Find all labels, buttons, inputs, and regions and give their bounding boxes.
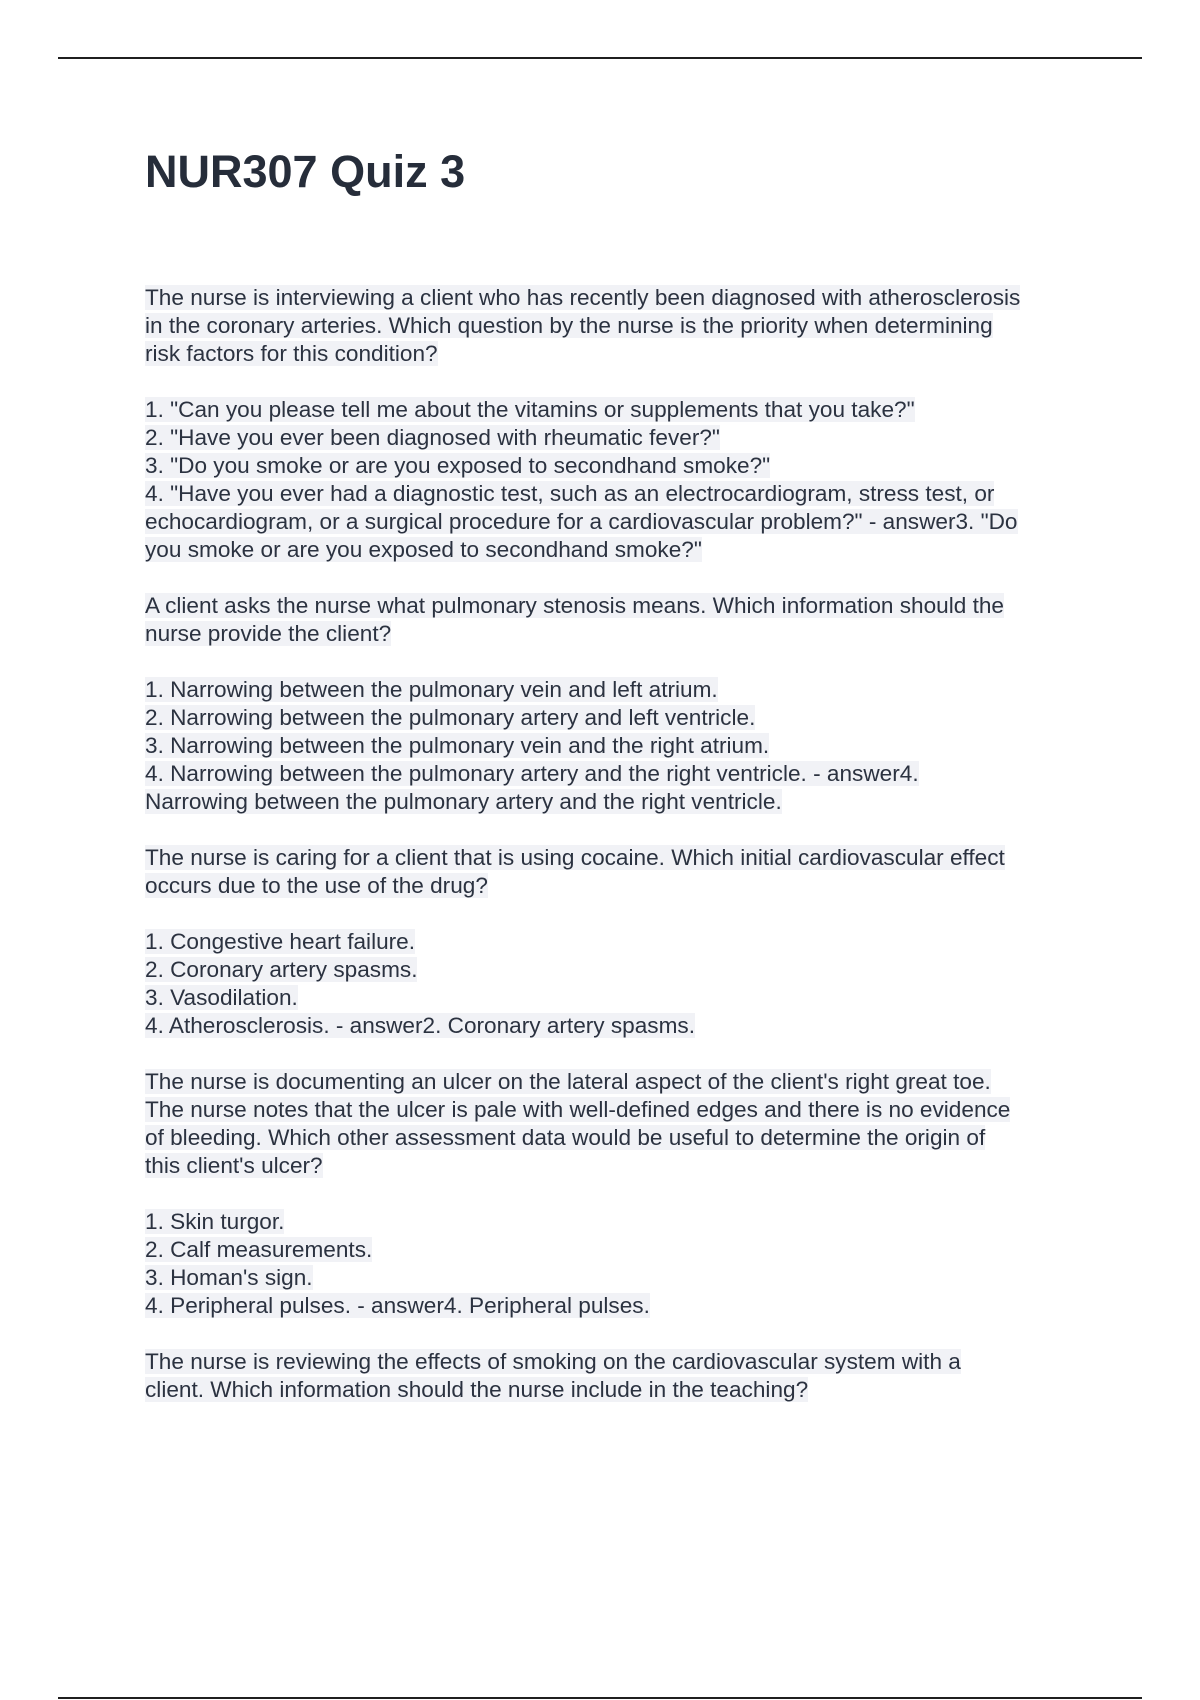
answer-option: 3. Homan's sign. (145, 1265, 313, 1290)
answer-option: 4. Peripheral pulses. - answer4. Peripheral pulses. (145, 1293, 650, 1318)
answer-option: 2. Calf measurements. (145, 1237, 373, 1262)
answer-option: 2. Narrowing between the pulmonary artery and left ventricle. (145, 705, 756, 730)
bottom-divider (58, 1697, 1142, 1699)
text-line: The nurse is caring for a client that is using cocaine. Which initial cardiovascular effect (145, 845, 1005, 870)
answer-option: 1. Congestive heart failure. (145, 929, 416, 954)
text-line: client. Which information should the nurse include in the teaching? (145, 1377, 809, 1402)
text-line: in the coronary arteries. Which question by the nurse is the priority when determining (145, 313, 993, 338)
answer-option: 2. "Have you ever been diagnosed with rheumatic fever?" (145, 425, 720, 450)
document-title: NUR307 Quiz 3 (145, 146, 466, 197)
text-line: occurs due to the use of the drug? (145, 873, 488, 898)
answer-option: 3. Narrowing between the pulmonary vein and the right atrium. (145, 733, 770, 758)
answer-option: 1. Skin turgor. (145, 1209, 285, 1234)
question-2-options (145, 676, 1085, 816)
question-2-stem (145, 592, 1085, 648)
answer-option: 3. Vasodilation. (145, 985, 298, 1010)
text-line: this client's ulcer? (145, 1153, 323, 1178)
text-line: The nurse is interviewing a client who has recently been diagnosed with atherosclerosis (145, 285, 1021, 310)
question-3-options (145, 928, 1085, 1040)
question-4-options (145, 1208, 1085, 1320)
question-5-stem (145, 1348, 1085, 1404)
quiz-content (145, 284, 1085, 1432)
text-line: The nurse is documenting an ulcer on the lateral aspect of the client's right great toe. (145, 1069, 991, 1094)
text-line: nurse provide the client? (145, 621, 392, 646)
question-1-stem (145, 284, 1085, 368)
question-1-options (145, 396, 1085, 564)
answer-option: you smoke or are you exposed to secondhand smoke?" (145, 537, 702, 562)
answer-option: 3. "Do you smoke or are you exposed to secondhand smoke?" (145, 453, 771, 478)
answer-option: 4. "Have you ever had a diagnostic test, such as an electrocardiogram, stress test, or (145, 481, 995, 506)
text-line: of bleeding. Which other assessment data would be useful to determine the origin of (145, 1125, 986, 1150)
answer-option: 1. Narrowing between the pulmonary vein and left atrium. (145, 677, 718, 702)
text-line: A client asks the nurse what pulmonary stenosis means. Which information should the (145, 593, 1004, 618)
answer-option: echocardiogram, or a surgical procedure for a cardiovascular problem?" - answer3. "Do (145, 509, 1018, 534)
answer-option: 1. "Can you please tell me about the vitamins or supplements that you take?" (145, 397, 915, 422)
answer-option: 4. Atherosclerosis. - answer2. Coronary artery spasms. (145, 1013, 695, 1038)
answer-option: 2. Coronary artery spasms. (145, 957, 418, 982)
top-divider (58, 57, 1142, 59)
question-4-stem (145, 1068, 1085, 1180)
text-line: risk factors for this condition? (145, 341, 438, 366)
answer-option: Narrowing between the pulmonary artery and the right ventricle. (145, 789, 782, 814)
text-line: The nurse is reviewing the effects of smoking on the cardiovascular system with a (145, 1349, 961, 1374)
question-3-stem (145, 844, 1085, 900)
answer-option: 4. Narrowing between the pulmonary artery and the right ventricle. - answer4. (145, 761, 919, 786)
text-line: The nurse notes that the ulcer is pale with well-defined edges and there is no evidence (145, 1097, 1011, 1122)
